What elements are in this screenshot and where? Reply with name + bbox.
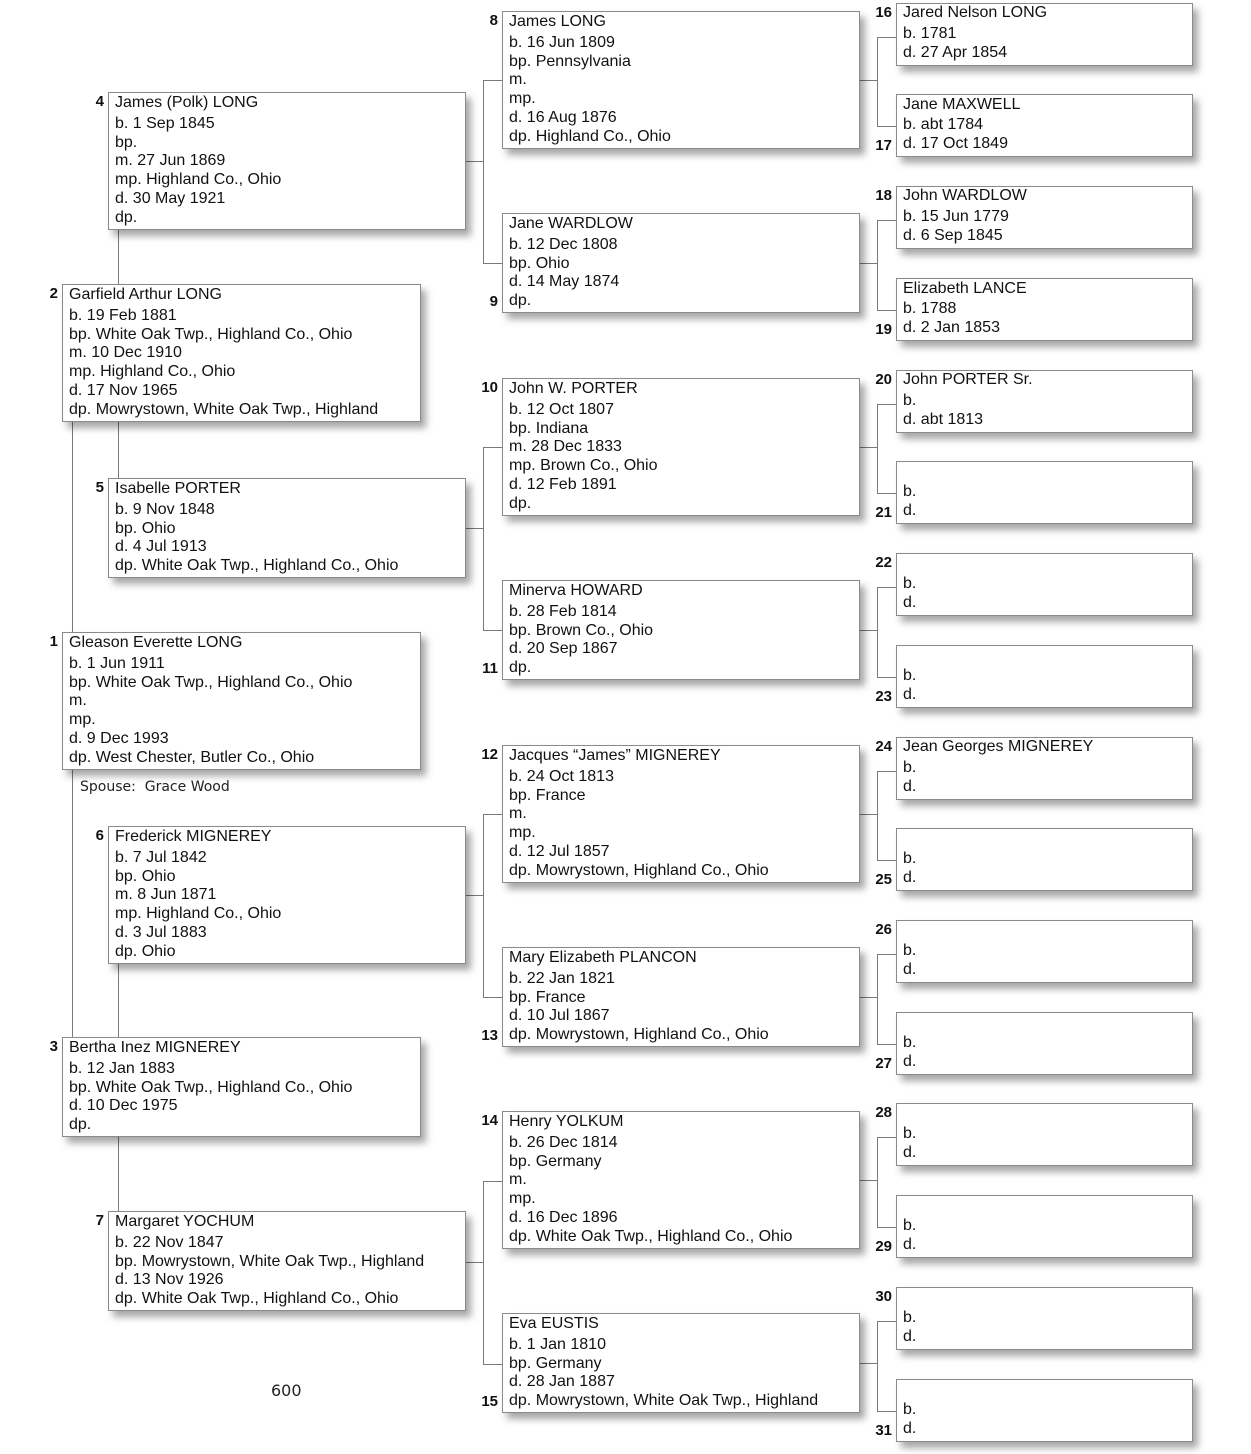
person-box-15[interactable]	[502, 1313, 860, 1413]
person-detail: dp. Mowrystown, White Oak Twp., Highland	[69, 400, 379, 418]
ahnentafel-number: 1	[49, 633, 58, 650]
person-detail: b. 22 Jan 1821	[509, 969, 615, 987]
connector-line	[877, 1321, 896, 1322]
ahnentafel-number: 2	[49, 285, 58, 302]
ahnentafel-number: 11	[482, 660, 498, 677]
person-detail: b. 16 Jun 1809	[509, 33, 615, 51]
ahnentafel-number: 29	[875, 1238, 892, 1255]
person-box-22[interactable]	[896, 553, 1193, 616]
connector-line	[118, 422, 119, 479]
person-detail: d.	[903, 1327, 917, 1345]
ahnentafel-number: 27	[875, 1055, 892, 1072]
connector-line	[118, 1137, 119, 1212]
person-detail: d. 30 May 1921	[115, 189, 226, 207]
person-detail: b.	[903, 574, 917, 592]
connector-line	[860, 1180, 877, 1181]
person-name: Jane MAXWELL	[903, 95, 1021, 113]
connector-line	[877, 677, 896, 678]
person-detail: d. 16 Dec 1896	[509, 1208, 618, 1226]
connector-line	[877, 587, 896, 588]
person-detail: d.	[903, 777, 917, 795]
person-detail: b. 12 Dec 1808	[509, 235, 618, 253]
person-name: Jane WARDLOW	[509, 215, 633, 232]
connector-line	[466, 895, 483, 896]
person-detail: b.	[903, 1034, 917, 1052]
ahnentafel-number: 13	[481, 1027, 498, 1044]
person-detail: d.	[903, 869, 917, 887]
person-detail: b. 1 Jun 1911	[69, 654, 165, 672]
connector-line	[483, 814, 484, 997]
ahnentafel-number: 3	[49, 1038, 58, 1055]
connector-line	[118, 230, 119, 285]
person-detail: b.	[903, 758, 917, 776]
person-detail: bp. France	[509, 988, 586, 1006]
person-box-5[interactable]	[108, 478, 466, 578]
person-detail: bp. White Oak Twp., Highland Co., Ohio	[69, 1078, 353, 1096]
ahnentafel-number: 23	[875, 688, 892, 705]
person-detail: mp.	[69, 711, 96, 729]
person-detail: b. 15 Jun 1779	[903, 207, 1009, 225]
person-detail: m.	[509, 805, 527, 823]
person-detail: b.	[903, 483, 917, 501]
person-box-27[interactable]	[896, 1012, 1193, 1075]
person-detail: d. 9 Dec 1993	[69, 729, 169, 747]
person-box-19[interactable]	[896, 278, 1193, 341]
person-detail: b. 26 Dec 1814	[509, 1133, 618, 1151]
person-detail: d.	[903, 1143, 917, 1161]
connector-line	[877, 37, 878, 126]
person-detail: m. 28 Dec 1833	[509, 438, 622, 456]
connector-line	[877, 1137, 896, 1138]
connector-line	[860, 997, 877, 998]
person-detail: d. 12 Jul 1857	[509, 842, 610, 860]
spouse-note	[80, 779, 230, 795]
connector-line	[877, 220, 896, 221]
connector-line	[877, 1137, 878, 1227]
person-detail: b.	[903, 391, 917, 409]
person-detail: dp.	[509, 659, 532, 677]
person-box-23[interactable]	[896, 645, 1193, 708]
person-name	[903, 1381, 1192, 1400]
person-detail: mp. Highland Co., Ohio	[115, 905, 282, 923]
ahnentafel-number: 14	[481, 1112, 498, 1129]
spouse-label: Spouse:	[80, 779, 136, 795]
person-detail: dp.	[69, 1116, 92, 1134]
connector-line	[877, 1227, 896, 1228]
ahnentafel-number: 28	[875, 1104, 892, 1121]
connector-line	[483, 80, 484, 263]
person-name	[903, 1014, 1192, 1033]
person-detail: b. 19 Feb 1881	[69, 306, 177, 324]
connector-line	[877, 37, 896, 38]
person-detail: d. abt 1813	[903, 410, 984, 428]
person-detail: bp. France	[509, 786, 586, 804]
person-detail: dp. Highland Co., Ohio	[509, 127, 671, 145]
connector-line	[466, 161, 483, 162]
person-box-18[interactable]	[896, 186, 1193, 249]
person-detail: b.	[903, 1217, 917, 1235]
person-detail: m. 8 Jun 1871	[115, 886, 217, 904]
person-detail: bp.	[115, 133, 138, 151]
person-detail: d. 27 Apr 1854	[903, 43, 1008, 61]
person-detail: dp. Ohio	[115, 942, 176, 960]
person-name	[903, 921, 1192, 940]
person-box-25[interactable]	[896, 828, 1193, 891]
connector-line	[483, 263, 502, 264]
person-detail: mp. Highland Co., Ohio	[115, 171, 282, 189]
person-box-12[interactable]	[502, 745, 860, 883]
person-box-20[interactable]	[896, 370, 1193, 433]
page-number: 600	[271, 1381, 302, 1400]
person-name: James LONG	[509, 13, 606, 30]
person-box-17[interactable]	[896, 94, 1193, 157]
person-detail: d. 17 Nov 1965	[69, 381, 178, 399]
person-detail: bp. Indiana	[509, 419, 589, 437]
person-detail: dp. Mowrystown, White Oak Twp., Highland	[509, 1392, 819, 1410]
person-name: Jean Georges MIGNEREY	[903, 738, 1094, 755]
person-name: John PORTER Sr.	[903, 371, 1033, 388]
ahnentafel-number: 21	[875, 504, 892, 521]
person-name	[903, 1288, 1192, 1307]
person-detail: bp. Germany	[509, 1152, 602, 1170]
ahnentafel-number: 24	[875, 738, 892, 755]
person-box-9[interactable]	[502, 213, 860, 313]
connector-line	[877, 1044, 896, 1045]
person-name: Gleason Everette LONG	[69, 634, 243, 651]
person-detail: d. 20 Sep 1867	[509, 640, 618, 658]
ahnentafel-number: 4	[95, 93, 104, 110]
person-name: John W. PORTER	[509, 380, 638, 397]
person-detail: d. 2 Jan 1853	[903, 319, 1000, 337]
person-name: Elizabeth LANCE	[903, 279, 1027, 297]
person-detail: bp. Brown Co., Ohio	[509, 621, 654, 639]
person-detail: bp. Ohio	[509, 254, 570, 272]
person-detail: d. 10 Jul 1867	[509, 1007, 610, 1025]
connector-line	[483, 80, 502, 81]
person-box-8[interactable]	[502, 11, 860, 149]
connector-line	[483, 1181, 502, 1182]
person-detail: dp.	[115, 208, 138, 226]
person-box-30[interactable]	[896, 1287, 1193, 1350]
connector-line	[877, 1411, 896, 1412]
connector-line	[860, 80, 877, 81]
person-detail: m.	[509, 1171, 527, 1189]
person-detail: dp.	[509, 292, 532, 310]
person-detail: b. 1781	[903, 24, 957, 42]
ahnentafel-number: 31	[875, 1422, 892, 1439]
person-detail: d. 28 Jan 1887	[509, 1373, 615, 1391]
person-detail: d. 4 Jul 1913	[115, 538, 207, 556]
person-name: Jared Nelson LONG	[903, 4, 1048, 21]
person-box-16[interactable]	[896, 3, 1193, 66]
person-name: Bertha Inez MIGNEREY	[69, 1039, 241, 1056]
person-detail: d.	[903, 502, 917, 520]
person-box-11[interactable]	[502, 580, 860, 680]
person-box-7[interactable]	[108, 1211, 466, 1311]
person-detail: dp. White Oak Twp., Highland Co., Ohio	[115, 1290, 399, 1308]
person-box-26[interactable]	[896, 920, 1193, 983]
ahnentafel-number: 18	[875, 187, 892, 204]
person-detail: mp. Brown Co., Ohio	[509, 457, 658, 475]
person-detail: dp. White Oak Twp., Highland Co., Ohio	[509, 1227, 793, 1245]
person-name: Jacques “James” MIGNEREY	[509, 747, 721, 764]
person-detail: b. 1 Jan 1810	[509, 1335, 606, 1353]
person-detail: d. 10 Dec 1975	[69, 1097, 178, 1115]
person-detail: m.	[69, 692, 87, 710]
person-name	[903, 830, 1192, 849]
person-detail: b. abt 1784	[903, 116, 984, 134]
connector-line	[877, 310, 896, 311]
person-detail: b.	[903, 667, 917, 685]
connector-line	[877, 954, 878, 1044]
person-detail: b. 24 Oct 1813	[509, 767, 614, 785]
ahnentafel-number: 22	[875, 554, 892, 571]
person-detail: b.	[903, 850, 917, 868]
ahnentafel-number: 20	[875, 371, 892, 388]
ahnentafel-number: 6	[95, 827, 104, 844]
person-name	[903, 647, 1192, 666]
connector-line	[466, 1262, 483, 1263]
connector-line	[860, 1363, 877, 1364]
person-detail: d.	[903, 593, 917, 611]
connector-line	[877, 220, 878, 310]
person-detail: b. 22 Nov 1847	[115, 1233, 224, 1251]
person-detail: bp. White Oak Twp., Highland Co., Ohio	[69, 673, 353, 691]
person-box-3[interactable]	[62, 1037, 421, 1137]
person-name: John WARDLOW	[903, 187, 1027, 204]
ahnentafel-number: 15	[481, 1393, 498, 1410]
person-detail: b. 12 Oct 1807	[509, 400, 614, 418]
connector-line	[877, 126, 896, 127]
person-detail: d. 16 Aug 1876	[509, 108, 617, 126]
person-name: Henry YOLKUM	[509, 1113, 624, 1130]
person-detail: d.	[903, 1053, 917, 1071]
person-name: Eva EUSTIS	[509, 1315, 599, 1332]
connector-line	[877, 587, 878, 677]
person-detail: d. 14 May 1874	[509, 273, 620, 291]
ahnentafel-number: 5	[95, 479, 104, 496]
person-detail: dp. West Chester, Butler Co., Ohio	[69, 748, 315, 766]
connector-line	[877, 771, 896, 772]
ahnentafel-number: 9	[489, 293, 498, 310]
ahnentafel-number: 17	[875, 137, 892, 154]
person-detail: bp. Ohio	[115, 867, 176, 885]
person-name: Margaret YOCHUM	[115, 1213, 255, 1230]
person-detail: dp. White Oak Twp., Highland Co., Ohio	[115, 557, 399, 575]
person-detail: bp. Pennsylvania	[509, 52, 631, 70]
person-detail: mp. Highland Co., Ohio	[69, 363, 236, 381]
person-name: James (Polk) LONG	[115, 94, 259, 111]
person-detail: b. 28 Feb 1814	[509, 602, 617, 620]
connector-line	[483, 1181, 484, 1364]
person-detail: dp. Mowrystown, Highland Co., Ohio	[509, 1026, 769, 1044]
person-box-28[interactable]	[896, 1103, 1193, 1166]
person-name	[903, 1197, 1192, 1216]
connector-line	[118, 964, 119, 1037]
person-box-29[interactable]	[896, 1195, 1193, 1258]
person-detail: b. 1 Sep 1845	[115, 114, 215, 132]
ahnentafel-number: 30	[875, 1288, 892, 1305]
person-detail: b.	[903, 1308, 917, 1326]
connector-line	[877, 860, 896, 861]
person-name	[903, 463, 1192, 482]
person-name	[903, 1104, 1192, 1123]
person-detail: b.	[903, 1401, 917, 1419]
person-detail: m. 27 Jun 1869	[115, 152, 226, 170]
person-box-10[interactable]	[502, 378, 860, 516]
connector-line	[483, 447, 484, 630]
connector-line	[483, 814, 502, 815]
connector-line	[877, 1321, 878, 1411]
person-detail: b. 7 Jul 1842	[115, 848, 207, 866]
connector-line	[483, 1364, 502, 1365]
connector-line	[877, 493, 896, 494]
person-box-6[interactable]	[108, 826, 466, 964]
person-detail: d. 3 Jul 1883	[115, 923, 207, 941]
person-detail: b.	[903, 941, 917, 959]
person-box-21[interactable]	[896, 461, 1193, 524]
person-detail: d. 6 Sep 1845	[903, 226, 1003, 244]
connector-line	[483, 997, 502, 998]
person-detail: d. 13 Nov 1926	[115, 1271, 224, 1289]
person-name: Isabelle PORTER	[115, 480, 241, 497]
person-detail: m.	[509, 71, 527, 89]
person-detail: b. 1788	[903, 300, 957, 318]
connector-line	[483, 630, 502, 631]
person-detail: m. 10 Dec 1910	[69, 344, 182, 362]
connector-line	[877, 954, 896, 955]
person-detail: d.	[903, 960, 917, 978]
connector-line	[860, 263, 877, 264]
ahnentafel-number: 8	[489, 12, 498, 29]
person-name	[903, 554, 1192, 573]
person-detail: d.	[903, 686, 917, 704]
connector-line	[860, 630, 877, 631]
ahnentafel-number: 12	[481, 746, 498, 763]
person-detail: d.	[903, 1420, 917, 1438]
person-detail: d. 12 Feb 1891	[509, 475, 617, 493]
person-box-4[interactable]	[108, 92, 466, 230]
person-name: Frederick MIGNEREY	[115, 828, 272, 845]
connector-line	[466, 528, 483, 529]
person-name: Mary Elizabeth PLANCON	[509, 949, 697, 966]
ahnentafel-number: 7	[95, 1212, 104, 1229]
ahnentafel-number: 26	[875, 921, 892, 938]
person-name: Minerva HOWARD	[509, 582, 643, 599]
person-box-14[interactable]	[502, 1111, 860, 1249]
connector-line	[860, 447, 877, 448]
person-detail: d. 17 Oct 1849	[903, 135, 1008, 153]
person-detail: bp. Germany	[509, 1354, 602, 1372]
person-box-31[interactable]	[896, 1379, 1193, 1442]
person-box-13[interactable]	[502, 947, 860, 1047]
ahnentafel-number: 25	[875, 871, 892, 888]
person-detail: b.	[903, 1124, 917, 1142]
person-box-2[interactable]	[62, 284, 421, 422]
person-detail: mp.	[509, 90, 536, 108]
person-detail: bp. Ohio	[115, 519, 176, 537]
person-detail: mp.	[509, 1190, 536, 1208]
person-detail: dp. Mowrystown, Highland Co., Ohio	[509, 861, 769, 879]
person-box-24[interactable]	[896, 737, 1193, 800]
ahnentafel-number: 16	[875, 4, 892, 21]
person-detail: b. 12 Jan 1883	[69, 1059, 175, 1077]
person-detail: dp.	[509, 494, 532, 512]
connector-line	[877, 404, 896, 405]
connector-line	[877, 404, 878, 493]
person-detail: d.	[903, 1236, 917, 1254]
person-detail: b. 9 Nov 1848	[115, 500, 215, 518]
ahnentafel-number: 19	[875, 321, 892, 338]
person-name: Garfield Arthur LONG	[69, 286, 222, 303]
ahnentafel-number: 10	[481, 379, 498, 396]
person-detail: bp. White Oak Twp., Highland Co., Ohio	[69, 325, 353, 343]
connector-line	[877, 771, 878, 860]
connector-line	[860, 814, 877, 815]
person-detail: mp.	[509, 824, 536, 842]
spouse-name: Grace Wood	[144, 779, 230, 795]
connector-line	[483, 447, 502, 448]
person-box-1[interactable]	[62, 632, 421, 770]
person-detail: bp. Mowrystown, White Oak Twp., Highland	[115, 1252, 425, 1270]
